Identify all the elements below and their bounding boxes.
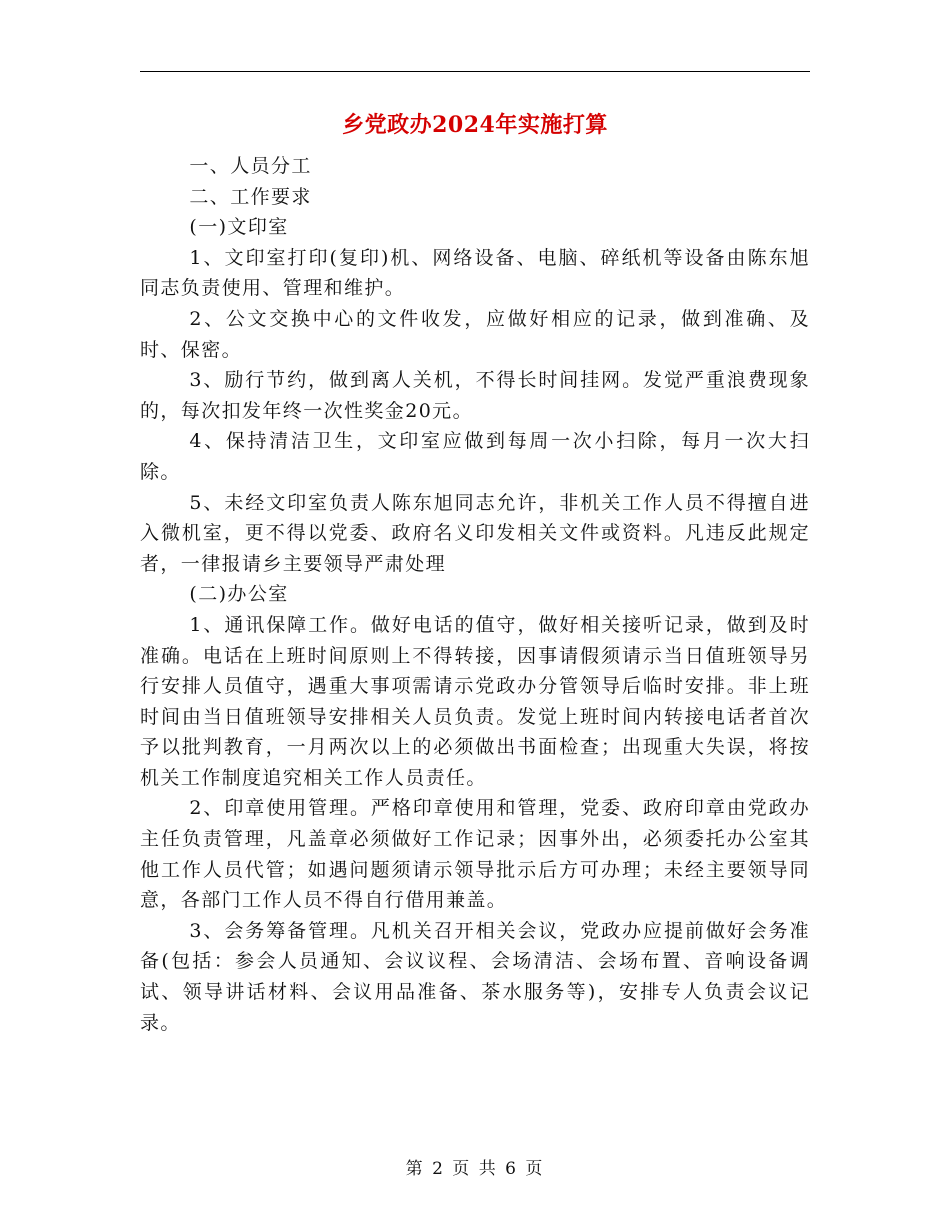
print-room-rule-2: 2、公文交换中心的文件收发，应做好相应的记录，做到准确、及时、保密。 [140,307,810,361]
office-rule-2: 2、印章使用管理。严格印章使用和管理，党委、政府印章由党政办主任负责管理，凡盖章必须做好工作记录；因事外出，必须委托办公室其他工作人员代管；如遇问题须请示领导批示后方可办理；未经主要领导同意，各部门工作人员不得自行借用兼盖。 [140,797,810,912]
section-heading-requirements: 二、工作要求 [189,185,312,208]
subsection-heading-print-room: (一)文印室 [189,216,289,239]
header-rule [140,71,810,72]
print-room-rule-5: 5、未经文印室负责人陈东旭同志允许，非机关工作人员不得擅自进入微机室，更不得以党委、政府名义印发相关文件或资料。凡违反此规定者，一律报请乡主要领导严肃处理 [140,491,810,575]
print-room-rule-1: 1、文印室打印(复印)机、网络设备、电脑、碎纸机等设备由陈东旭同志负责使用、管理和维护。 [140,246,810,300]
print-room-rule-4: 4、保持清洁卫生，文印室应做到每周一次小扫除，每月一次大扫除。 [140,430,810,483]
subsection-heading-office: (二)办公室 [189,583,289,606]
office-rule-3: 3、会务筹备管理。凡机关召开相关会议，党政办应提前做好会务准备(包括：参会人员通知、会议议程、会场清洁、会场布置、音响设备调试、领导讲话材料、会议用品准备、茶水服务等)，安排专人负责会议记录。 [140,919,810,1034]
print-room-rule-3: 3、励行节约，做到离人关机，不得长时间挂网。发觉严重浪费现象的，每次扣发年终一次性奖金20元。 [140,369,810,422]
document-title: 乡党政办2024年实施打算 [342,112,608,138]
section-heading-staffing: 一、人员分工 [189,155,312,177]
page-number: 第 2 页 共 6 页 [405,1159,545,1179]
office-rule-1: 1、通讯保障工作。做好电话的值守，做好相关接听记录，做到及时准确。电话在上班时间原则上不得转接，因事请假须请示当日值班领导另行安排人员值守，遇重大事项需请示党政办分管领导后临时安排。非上班时间由当日值班领导安排相关人员负责。发觉上班时间内转接电话者首次予以批判教育，一月两次以上的必须做出书面检查；出现重大失误，将按机关工作制度追究相关工作人员责任。 [140,613,810,789]
document-body [140,151,810,1038]
